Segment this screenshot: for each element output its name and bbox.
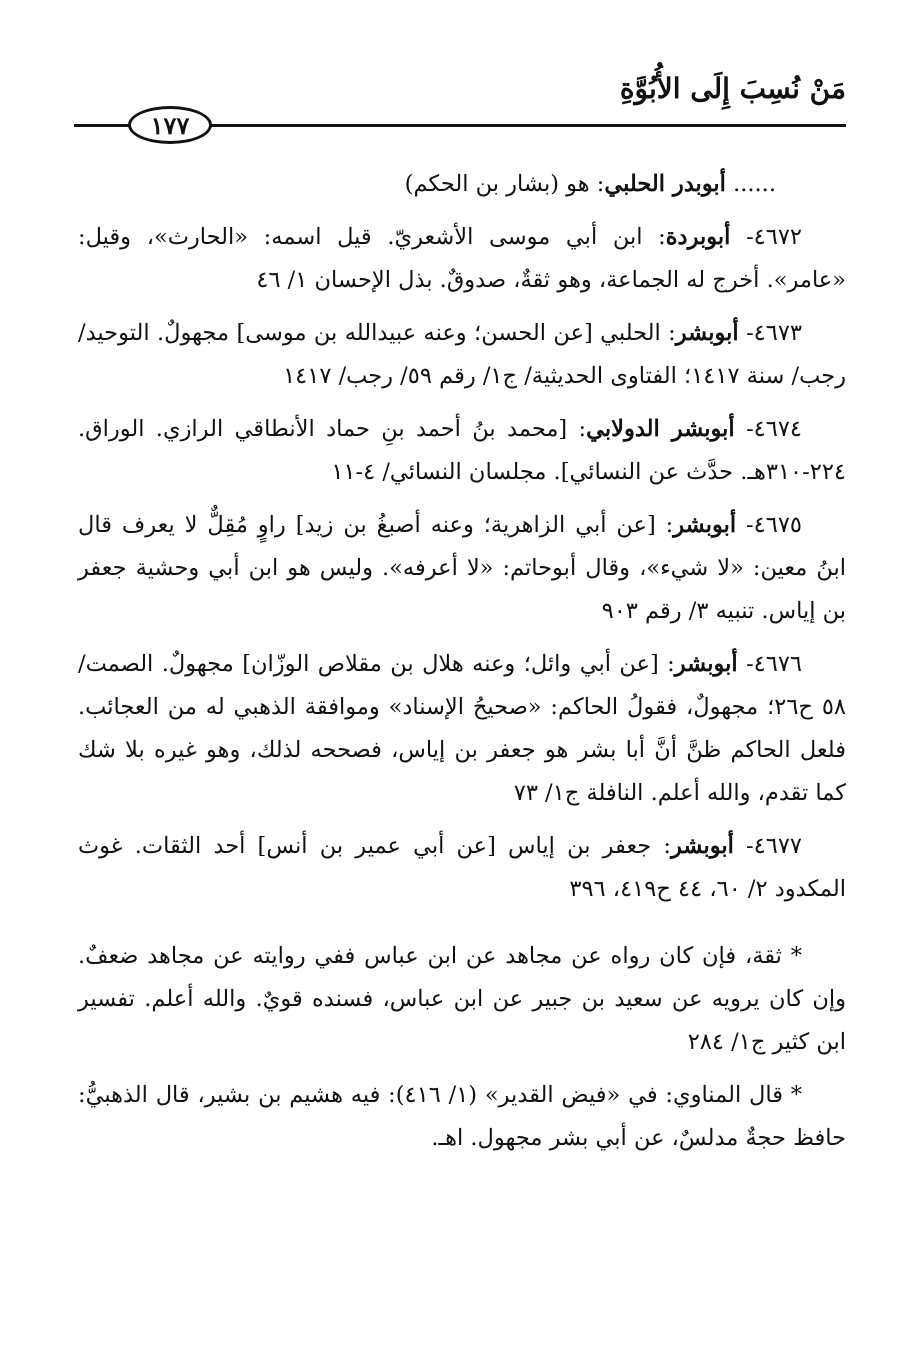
entry-number: ٤٦٧٤- [746, 416, 803, 442]
entry-name: أبوبشر [673, 512, 737, 538]
entry-4674 [78, 408, 846, 494]
entry-number: ٤٦٧٥- [746, 512, 802, 538]
entry-number: ٤٦٧٢- [746, 224, 803, 250]
entry-number: ٤٦٧٧- [746, 833, 802, 859]
entry-name: أبوبردة [665, 224, 731, 250]
entry-4675 [78, 504, 846, 633]
entry-name: أبوبشر الدولابي [586, 416, 735, 442]
entry-text: : جعفر بن إياس [عن أبي عمير بن أنس] أحد الثقات. غوث المكدود ٢/ ٦٠، ٤٤ ح٤١٩، ٣٩٦ [78, 833, 846, 902]
entry-text: : هو (بشار بن الحكم) [404, 171, 605, 197]
entry-name: أبوبدر الحلبي [604, 171, 726, 197]
entry-text: : [عن أبي وائل؛ وعنه هلال بن مقلاص الوزّان] مجهولٌ. الصمت/ ٥٨ ح٢٦؛ مجهولٌ، فقولُ الحاكم: «صحيحُ الإسناد» وموافقة الذهبي له من العجائب. فلعل الحاكم ظنَّ أنَّ أبا بشر هو جعفر بن إياس، فصححه لذلك، وهو غيره بلا شك كما تقدم، والله أعلم. النافلة ج١/ ٧٣ [78, 651, 846, 806]
running-header-title: مَنْ نُسِبَ إِلَى الأُبُوَّةِ [619, 72, 846, 105]
entry-number: ٤٦٧٦- [746, 651, 803, 677]
entry-number: ٤٦٧٣- [746, 320, 803, 346]
entry-name: أبوبشر [674, 651, 738, 677]
page-number-badge: ١٧٧ [128, 106, 212, 144]
entry-text: : [محمد بنُ أحمد بنِ حماد الأنطاقي الرازي. الوراق. ٢٢٤-٣١٠هـ. حدَّث عن النسائي]. مجلسان النسائي/ ٤-١١ [78, 416, 846, 485]
entry-0 [78, 163, 846, 206]
entry-text: : [عن أبي الزاهرية؛ وعنه أصبغُ بن زيد] راوٍ مُقِلٌّ لا يعرف قال ابنُ معين: «لا شيء»، وقال أبوحاتم: «لا أعرفه». وليس هو ابن أبي وحشية جعفر بن إياس. تنبيه ٣/ رقم ٩٠٣ [78, 512, 846, 624]
entry-name: أبوبشر [675, 320, 739, 346]
page-body [78, 163, 846, 1170]
entry-prefix: ...... [733, 171, 776, 197]
entry-4672 [78, 216, 846, 302]
entry-text: : ابن أبي موسى الأشعريّ. قيل اسمه: «الحارث»، وقيل: «عامر». أخرج له الجماعة، وهو ثقةٌ، صدوقٌ. بذل الإحسان ١/ ٤٦ [78, 224, 846, 293]
entry-4677 [78, 825, 846, 911]
entry-4673 [78, 312, 846, 398]
section-gap [78, 921, 846, 935]
note-1: * ثقة، فإن كان رواه عن مجاهد عن ابن عباس ففي روايته عن مجاهد ضعفٌ. وإن كان يرويه عن سعيد بن جبير عن ابن عباس، فسنده قويٌ. والله أعلم. تفسير ابن كثير ج١/ ٢٨٤ [78, 943, 846, 1055]
note-2: * قال المناوي: في «فيض القدير» (١/ ٤١٦): فيه هشيم بن بشير، قال الذهبيُّ: حافظ حجةٌ مدلسٌ، عن أبي بشر مجهول. اهـ. [78, 1082, 846, 1151]
entry-name: أبوبشر [670, 833, 734, 859]
entry-4676 [78, 643, 846, 815]
entry-text: : الحلبي [عن الحسن؛ وعنه عبيدالله بن موسى] مجهولٌ. التوحيد/ رجب/ سنة ١٤١٧؛ الفتاوى الحديثية/ ج١/ رقم ٥٩/ رجب/ ١٤١٧ [78, 320, 846, 389]
